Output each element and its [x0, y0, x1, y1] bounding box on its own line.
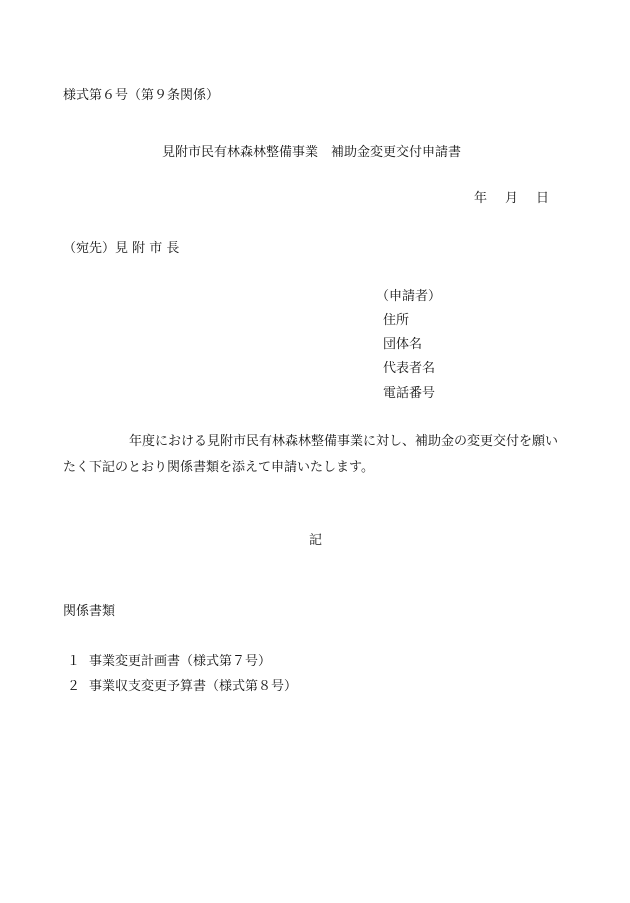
applicant-field-phone: 電話番号 [383, 386, 436, 401]
date-month-label: 月 [505, 191, 519, 206]
related-documents-heading: 関係書類 [63, 604, 116, 619]
ki-heading: 記 [309, 533, 323, 548]
applicant-heading: （申請者） [376, 289, 442, 304]
addressee: （宛先）見 附 市 長 [63, 241, 180, 256]
date-line [474, 191, 549, 207]
body-paragraph-line-1 [63, 434, 558, 450]
date-day-label: 日 [536, 191, 550, 206]
document-list-item [67, 654, 271, 670]
applicant-field-organization: 団体名 [383, 337, 423, 352]
document-item-text: 事業変更計画書（様式第７号） [89, 654, 272, 669]
date-year-label: 年 [474, 191, 488, 206]
applicant-field-address: 住所 [383, 313, 410, 328]
body-line-1-text: 年度における見附市民有林森林整備事業に対し、補助金の変更交付を願い [129, 434, 559, 449]
document-list-item [67, 679, 297, 695]
document-item-number: １ [67, 654, 81, 669]
document-item-number: ２ [67, 679, 81, 694]
form-number: 様式第６号（第９条関係） [63, 88, 220, 103]
body-paragraph-line-2: たく下記のとおり関係書類を添えて申請いたします。 [63, 460, 374, 475]
document-item-text: 事業収支変更予算書（様式第８号） [89, 679, 298, 694]
document-title: 見附市民有林森林整備事業 補助金変更交付申請書 [162, 145, 462, 160]
applicant-field-representative: 代表者名 [383, 361, 436, 376]
